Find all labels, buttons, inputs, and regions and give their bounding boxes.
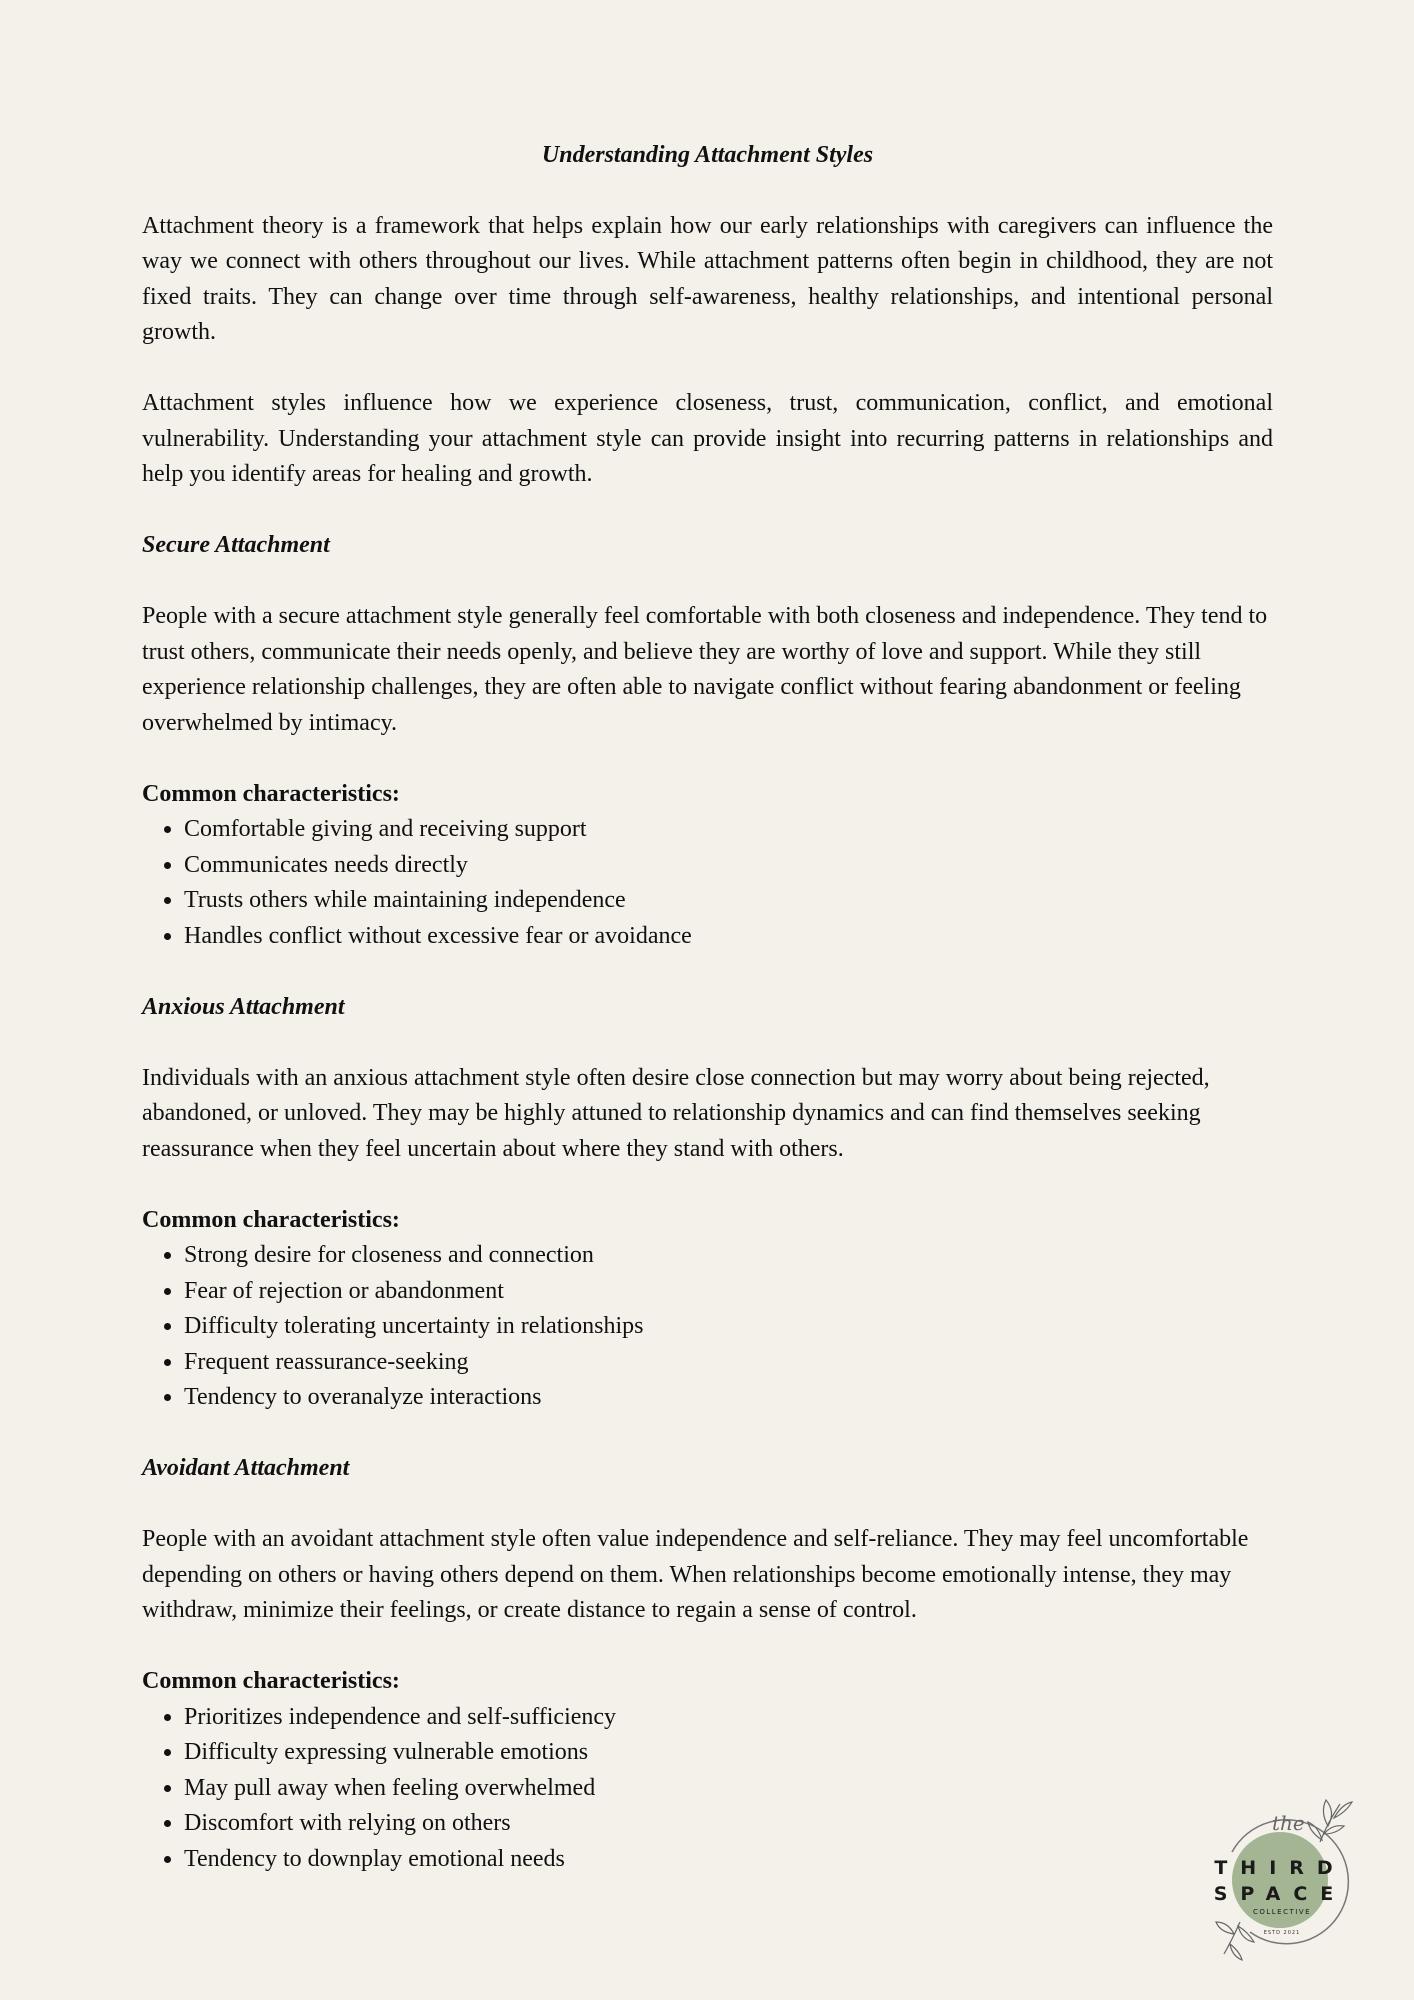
logo-text-third: THIRD bbox=[1214, 1857, 1346, 1879]
list-item: • Trusts others while maintaining independence bbox=[184, 883, 1273, 919]
document-title: Understanding Attachment Styles bbox=[541, 142, 874, 168]
list-item: • Difficulty tolerating uncertainty in relationships bbox=[184, 1309, 1273, 1345]
characteristics-list-secure bbox=[142, 812, 1273, 954]
logo-text-space: SPACE bbox=[1213, 1883, 1347, 1905]
list-item: • Handles conflict without excessive fear or avoidance bbox=[184, 919, 1273, 955]
characteristics-list-avoidant bbox=[142, 1700, 1273, 1878]
section-heading-secure: Secure Attachment bbox=[142, 532, 330, 558]
intro-paragraph-2: Attachment styles influence how we experience closeness, trust, communication, conflict, and emotional vulnerability. Understanding your attachment style can provide insight into recurring patterns in relationships and help you identify areas for healing and growth. bbox=[142, 390, 1273, 487]
logo-text-collective: COLLECTIVE bbox=[1252, 1908, 1312, 1916]
logo-graphic bbox=[1210, 1782, 1360, 1962]
document bbox=[142, 138, 1273, 1913]
list-item: • Tendency to downplay emotional needs bbox=[184, 1842, 1273, 1878]
third-space-collective-logo bbox=[1210, 1782, 1360, 1962]
leaf-icon bbox=[1216, 1922, 1254, 1960]
section-body-secure: People with a secure attachment style generally feel comfortable with both closeness and independence. They tend to trust others, communicate their needs openly, and believe they are worthy of love and support. While they still experience relationship challenges, they are often able to navigate conflict without fearing abandonment or feeling overwhelmed by intimacy. bbox=[142, 603, 1268, 736]
list-item: • May pull away when feeling overwhelmed bbox=[184, 1771, 1273, 1807]
list-item: • Discomfort with relying on others bbox=[184, 1806, 1273, 1842]
characteristics-list-anxious bbox=[142, 1238, 1273, 1416]
list-item: • Fear of rejection or abandonment bbox=[184, 1274, 1273, 1310]
characteristics-label-anxious: Common characteristics: bbox=[142, 1206, 400, 1233]
logo-text-estd: ESTD 2021 bbox=[1263, 1930, 1301, 1936]
list-item: • Tendency to overanalyze interactions bbox=[184, 1380, 1273, 1416]
section-heading-anxious: Anxious Attachment bbox=[142, 993, 345, 1020]
section-heading-avoidant: Avoidant Attachment bbox=[142, 1455, 350, 1481]
leaf-icon bbox=[1308, 1800, 1352, 1842]
intro-paragraph-1: Attachment theory is a framework that helps explain how our early relationships with caregivers can influence the way we connect with others throughout our lives. While attachment patterns often begin in childhood, they are not fixed traits. They can change over time through self-awareness, healthy relationships, and intentional personal growth. bbox=[142, 212, 1273, 345]
characteristics-label-avoidant: Common characteristics: bbox=[142, 1668, 400, 1694]
list-item: • Prioritizes independence and self-sufficiency bbox=[184, 1700, 1273, 1736]
list-item: • Comfortable giving and receiving support bbox=[184, 812, 1273, 848]
list-item: • Strong desire for closeness and connection bbox=[184, 1238, 1273, 1274]
list-item: • Frequent reassurance-seeking bbox=[184, 1345, 1273, 1381]
logo-text-the: the bbox=[1272, 1811, 1305, 1835]
section-body-anxious: Individuals with an anxious attachment style often desire close connection but may worry about being rejected, abandoned, or unloved. They may be highly attuned to relationship dynamics and can find themselves seeking reassurance when they feel uncertain about where they stand with others. bbox=[142, 1064, 1210, 1162]
list-item: • Difficulty expressing vulnerable emotions bbox=[184, 1735, 1273, 1771]
characteristics-label-secure: Common characteristics: bbox=[142, 780, 400, 807]
list-item: • Communicates needs directly bbox=[184, 848, 1273, 884]
section-body-avoidant: People with an avoidant attachment style often value independence and self-reliance. They may feel uncomfortable depending on others or having others depend on them. When relationships become emotionally intense, they may withdraw, minimize their feelings, or create distance to regain a sense of control. bbox=[142, 1526, 1249, 1623]
